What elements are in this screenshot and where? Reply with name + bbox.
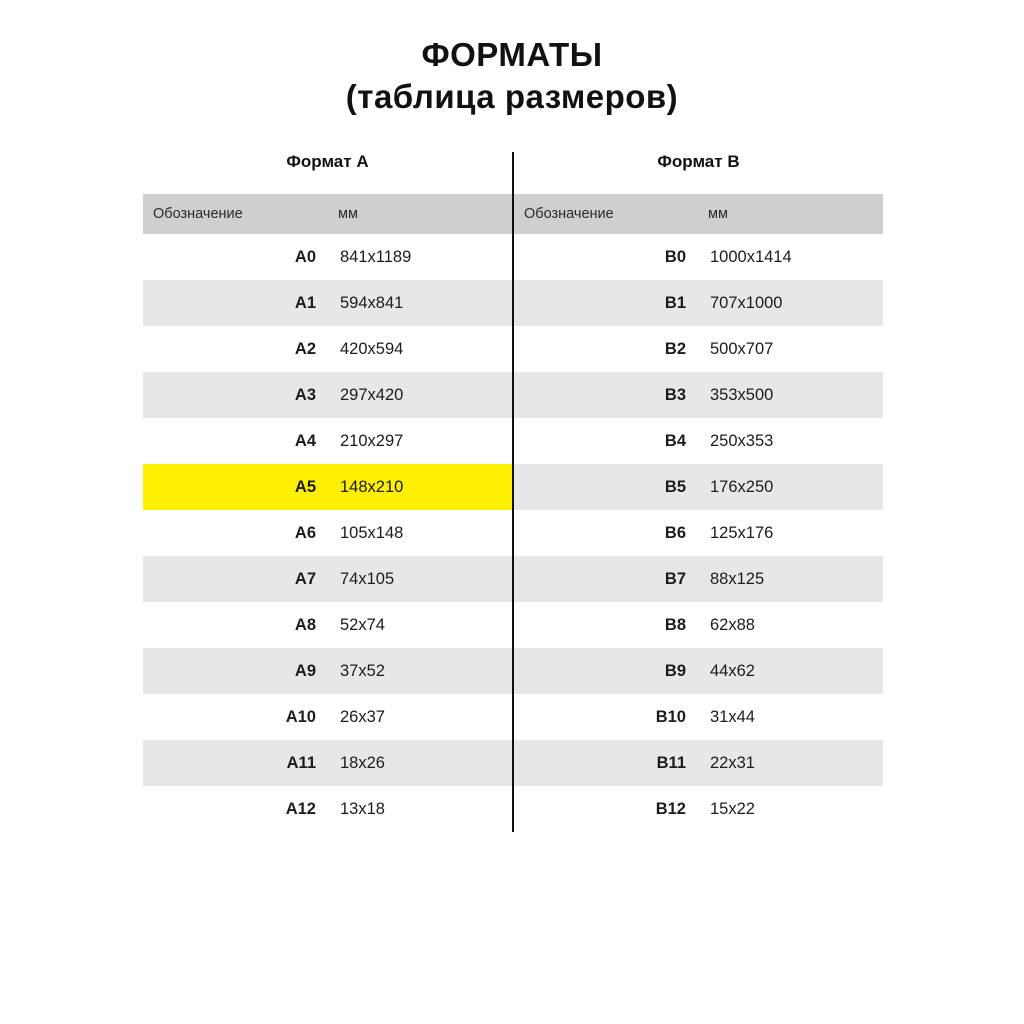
cell-mm-a: 105x148: [328, 510, 513, 556]
cell-mm-a: 13x18: [328, 786, 513, 832]
column-header-mm-a: мм: [328, 194, 513, 234]
cell-designation-a: А3: [143, 372, 328, 418]
cell-mm-b: 62x88: [698, 602, 883, 648]
formats-table: [143, 152, 883, 832]
cell-designation-b: B7: [513, 556, 698, 602]
table-row: [143, 280, 883, 326]
cell-designation-a: А12: [143, 786, 328, 832]
cell-designation-b: B0: [513, 234, 698, 280]
group-header-b: Формат В: [513, 152, 883, 194]
cell-mm-b: 353x500: [698, 372, 883, 418]
page-title: [0, 0, 1024, 118]
table-row: [143, 510, 883, 556]
title-subtitle: (таблица размеров): [345, 78, 679, 116]
cell-mm-b: 22x31: [698, 740, 883, 786]
cell-designation-a: А8: [143, 602, 328, 648]
table-row: [143, 648, 883, 694]
cell-designation-b: B8: [513, 602, 698, 648]
cell-mm-a: 210x297: [328, 418, 513, 464]
cell-designation-a: А10: [143, 694, 328, 740]
cell-mm-b: 88x125: [698, 556, 883, 602]
cell-mm-a: 148x210: [328, 464, 513, 510]
cell-designation-a: А7: [143, 556, 328, 602]
cell-mm-a: 420x594: [328, 326, 513, 372]
cell-designation-b: B12: [513, 786, 698, 832]
table-row: [143, 556, 883, 602]
cell-mm-b: 176x250: [698, 464, 883, 510]
table-row: [143, 234, 883, 280]
title-main: ФОРМАТЫ: [421, 36, 603, 73]
cell-designation-b: B3: [513, 372, 698, 418]
cell-mm-a: 37x52: [328, 648, 513, 694]
cell-designation-a: А6: [143, 510, 328, 556]
cell-designation-a: А11: [143, 740, 328, 786]
column-header-designation-a: Обозначение: [143, 194, 328, 234]
cell-designation-b: B10: [513, 694, 698, 740]
cell-designation-a: А4: [143, 418, 328, 464]
formats-table-container: [143, 152, 883, 832]
cell-designation-b: B5: [513, 464, 698, 510]
table-row: [143, 694, 883, 740]
cell-mm-b: 1000x1414: [698, 234, 883, 280]
cell-mm-b: 707x1000: [698, 280, 883, 326]
cell-designation-a: А9: [143, 648, 328, 694]
cell-mm-b: 125x176: [698, 510, 883, 556]
cell-mm-a: 52x74: [328, 602, 513, 648]
cell-mm-a: 18x26: [328, 740, 513, 786]
column-header-row: [143, 194, 883, 234]
table-row: [143, 418, 883, 464]
cell-designation-b: B1: [513, 280, 698, 326]
cell-designation-b: B9: [513, 648, 698, 694]
cell-designation-b: B2: [513, 326, 698, 372]
cell-mm-a: 74x105: [328, 556, 513, 602]
cell-mm-b: 44x62: [698, 648, 883, 694]
cell-designation-b: B6: [513, 510, 698, 556]
table-row: [143, 786, 883, 832]
formats-table-body: [143, 234, 883, 832]
cell-mm-a: 297x420: [328, 372, 513, 418]
cell-designation-a: А5: [143, 464, 328, 510]
column-header-designation-b: Обозначение: [513, 194, 698, 234]
group-header-a: Формат А: [143, 152, 513, 194]
cell-mm-a: 841x1189: [328, 234, 513, 280]
cell-mm-b: 500x707: [698, 326, 883, 372]
cell-designation-a: А1: [143, 280, 328, 326]
cell-designation-a: А0: [143, 234, 328, 280]
table-row: [143, 326, 883, 372]
cell-mm-a: 594x841: [328, 280, 513, 326]
cell-mm-b: 31x44: [698, 694, 883, 740]
cell-designation-b: B11: [513, 740, 698, 786]
table-row: [143, 740, 883, 786]
table-row: [143, 464, 883, 510]
group-header-row: [143, 152, 883, 194]
table-row: [143, 372, 883, 418]
cell-designation-b: B4: [513, 418, 698, 464]
cell-mm-b: 250x353: [698, 418, 883, 464]
table-row: [143, 602, 883, 648]
column-header-mm-b: мм: [698, 194, 883, 234]
cell-mm-b: 15x22: [698, 786, 883, 832]
cell-mm-a: 26x37: [328, 694, 513, 740]
cell-designation-a: А2: [143, 326, 328, 372]
